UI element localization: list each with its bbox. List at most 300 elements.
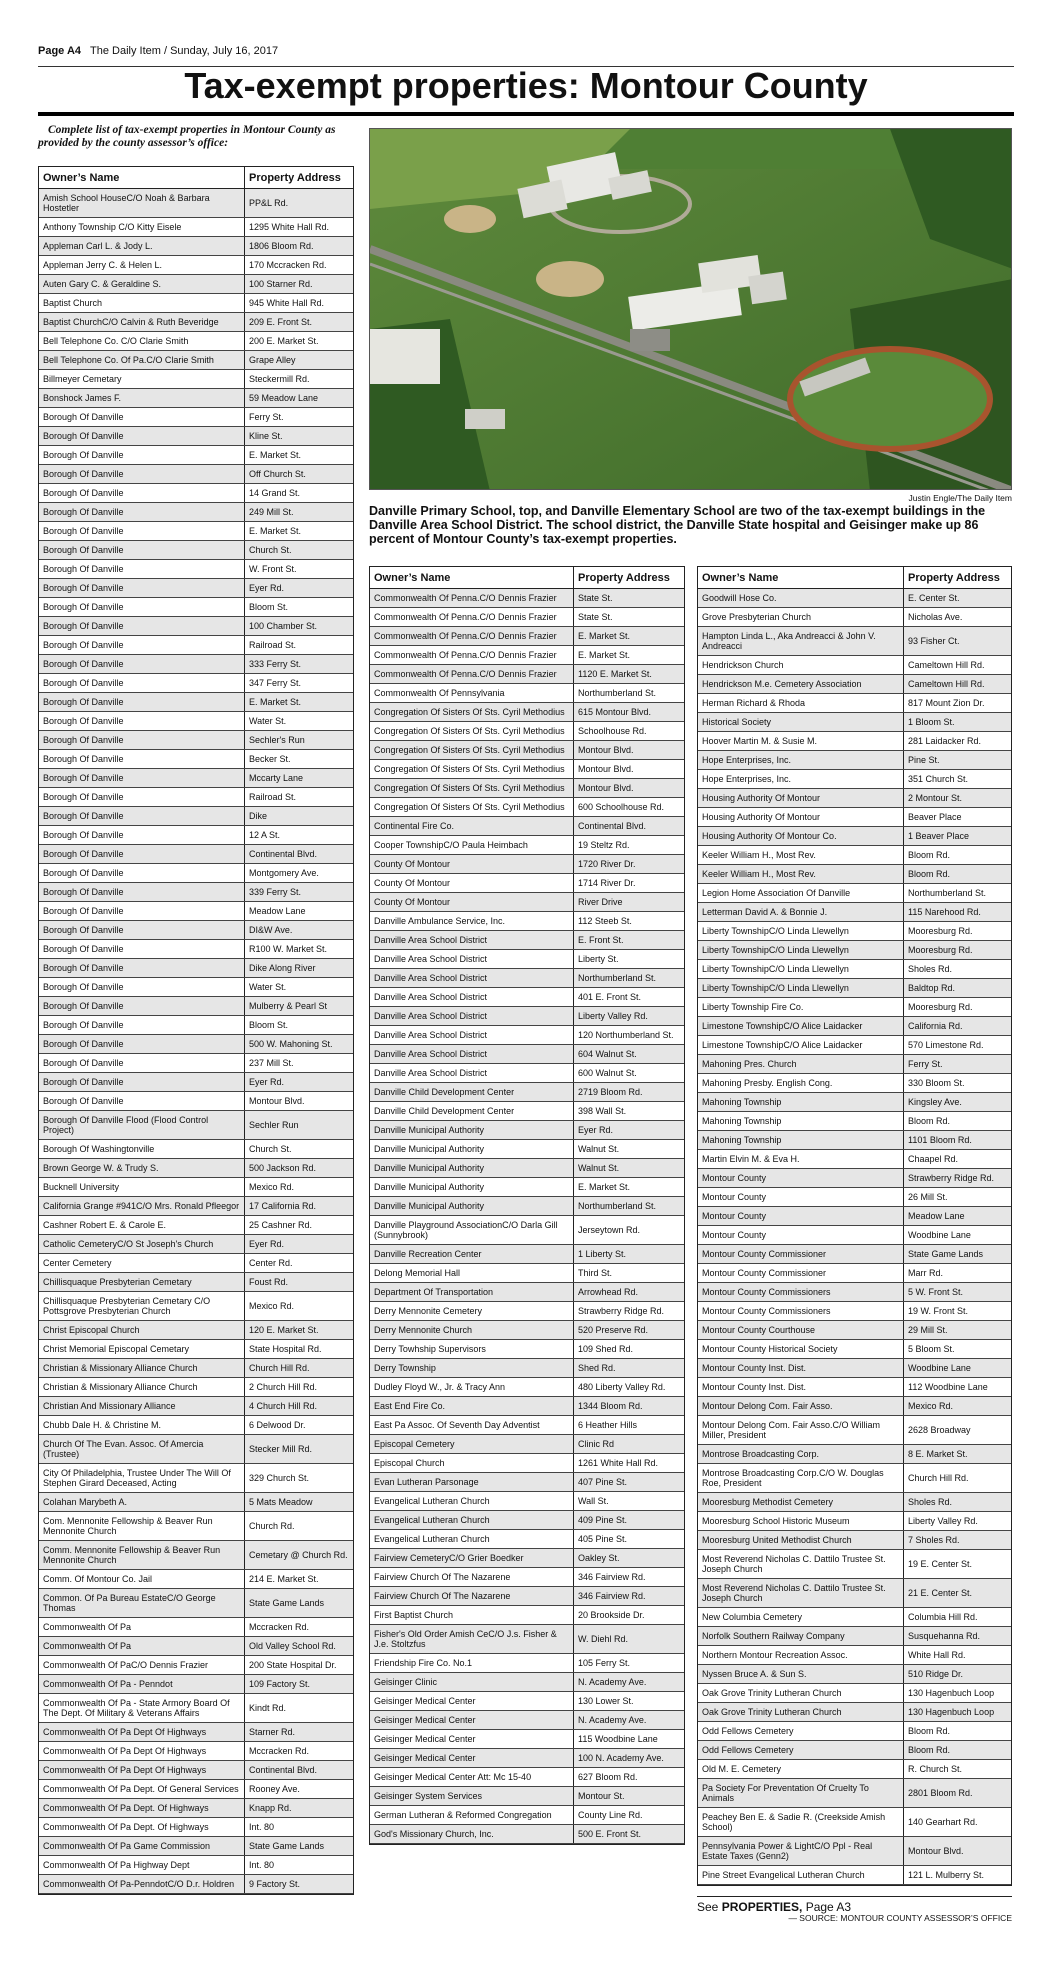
owner-name: Derry Mennonite Church <box>370 1321 574 1339</box>
property-address: E. Center St. <box>908 593 960 603</box>
owner-name: Common. Of Pa Bureau EstateC/O George Thomas <box>39 1589 245 1617</box>
property-address: Railroad St. <box>249 640 297 650</box>
property-address: State Hospital Rd. <box>249 1344 322 1354</box>
table-row <box>698 808 1011 827</box>
table-row <box>39 1359 353 1378</box>
owner-name: New Columbia Cemetery <box>698 1608 904 1626</box>
table-row <box>39 1397 353 1416</box>
table-row <box>39 370 353 389</box>
table-row <box>39 1875 353 1894</box>
owner-name: Borough Of Danville <box>39 750 245 768</box>
owner-name: Housing Authority Of Montour <box>698 789 904 807</box>
owner-name: Borough Of Danville <box>39 864 245 882</box>
owner-name: Borough Of Danville <box>39 446 245 464</box>
owner-name: Odd Fellows Cemetery <box>698 1741 904 1759</box>
property-address: Church Hill Rd. <box>249 1363 310 1373</box>
owner-name: Oak Grove Trinity Lutheran Church <box>698 1684 904 1702</box>
property-address: State St. <box>578 612 613 622</box>
property-address: 20 Brookside Dr. <box>578 1610 645 1620</box>
property-address: Schoolhouse Rd. <box>578 726 647 736</box>
property-address: 500 E. Front St. <box>578 1829 642 1839</box>
table-row <box>698 884 1011 903</box>
property-address: 6 Delwood Dr. <box>249 1420 306 1430</box>
table-row <box>39 351 353 370</box>
property-address: 1714 River Dr. <box>578 878 636 888</box>
see-prefix: See <box>697 1900 722 1914</box>
table-row <box>39 275 353 294</box>
property-address: 19 Steltz Rd. <box>578 840 630 850</box>
table-row <box>698 1283 1011 1302</box>
property-address: River Drive <box>578 897 623 907</box>
property-address: California Rd. <box>908 1021 963 1031</box>
property-table-3 <box>697 566 1012 1886</box>
owner-name: Legion Home Association Of Danville <box>698 884 904 902</box>
property-address: Eyer Rd. <box>578 1125 614 1135</box>
owner-name: Danville Area School District <box>370 988 574 1006</box>
owner-name: Commonwealth Of Pa Dept Of Highways <box>39 1723 245 1741</box>
table-row <box>39 560 353 579</box>
owner-name: Borough Of Danville <box>39 997 245 1015</box>
table-row <box>370 855 684 874</box>
property-address: Starner Rd. <box>249 1727 296 1737</box>
owner-name: Church Of The Evan. Assoc. Of Amercia (Trustee) <box>39 1435 245 1463</box>
property-address: 945 White Hall Rd. <box>249 298 325 308</box>
table-row <box>370 1692 684 1711</box>
owner-name: Montour County <box>698 1169 904 1187</box>
property-address: Church Rd. <box>249 1521 295 1531</box>
property-address: Rooney Ave. <box>249 1784 300 1794</box>
property-address: E. Market St. <box>249 450 302 460</box>
owner-name: Borough Of Danville <box>39 807 245 825</box>
table-row <box>370 1806 684 1825</box>
table-row <box>39 522 353 541</box>
owner-name: Peachey Ben E. & Sadie R. (Creekside Amish School) <box>698 1808 904 1836</box>
table-row <box>698 979 1011 998</box>
property-address: 510 Ridge Dr. <box>908 1669 964 1679</box>
table-row <box>39 1035 353 1054</box>
table-row <box>698 1760 1011 1779</box>
property-address: 26 Mill St. <box>908 1192 948 1202</box>
owner-name: Northern Montour Recreation Assoc. <box>698 1646 904 1664</box>
owner-name: Chubb Dale H. & Christine M. <box>39 1416 245 1434</box>
table-row <box>698 770 1011 789</box>
table-header <box>370 567 684 589</box>
table-row <box>39 1818 353 1837</box>
owner-name: Danville Child Development Center <box>370 1102 574 1120</box>
aerial-photo-illustration <box>370 129 1012 490</box>
table-row <box>370 1283 684 1302</box>
property-address: 200 E. Market St. <box>249 336 319 346</box>
property-address: 17 California Rd. <box>249 1201 317 1211</box>
owner-name: Pine Street Evangelical Lutheran Church <box>698 1866 904 1884</box>
owner-name: Geisinger System Services <box>370 1787 574 1805</box>
owner-name: Chillisquaque Presbyterian Cemetary C/O Pottsgrove Presbyterian Church <box>39 1292 245 1320</box>
owner-name: Montour County <box>698 1226 904 1244</box>
property-address: 407 Pine St. <box>578 1477 628 1487</box>
property-address: 480 Liberty Valley Rd. <box>578 1382 666 1392</box>
property-address: 346 Fairview Rd. <box>578 1591 646 1601</box>
property-address: State St. <box>578 593 613 603</box>
property-address: 500 W. Mahoning St. <box>249 1039 333 1049</box>
property-address: 1261 White Hall Rd. <box>578 1458 659 1468</box>
property-address: 1344 Bloom Rd. <box>578 1401 643 1411</box>
owner-name: County Of Montour <box>370 893 574 911</box>
property-address: Kingsley Ave. <box>908 1097 962 1107</box>
owner-name: Brown George W. & Trudy S. <box>39 1159 245 1177</box>
table-row <box>370 1245 684 1264</box>
property-address: 200 State Hospital Dr. <box>249 1660 337 1670</box>
owner-name: Commonwealth Of Penna.C/O Dennis Frazier <box>370 627 574 645</box>
table-row <box>370 722 684 741</box>
owner-name: Old M. E. Cemetery <box>698 1760 904 1778</box>
table-row <box>39 1656 353 1675</box>
owner-name: Danville Area School District <box>370 950 574 968</box>
owner-name: Commonwealth Of Pa-PenndotC/O D.r. Holdren <box>39 1875 245 1893</box>
owner-name: Pa Society For Preventation Of Cruelty To Animals <box>698 1779 904 1807</box>
table-row <box>698 1550 1011 1579</box>
property-address: Northumberland St. <box>578 1201 657 1211</box>
owner-name: County Of Montour <box>370 874 574 892</box>
table-row <box>698 1779 1011 1808</box>
property-address: 1 Bloom St. <box>908 717 955 727</box>
owner-name: Borough Of Danville <box>39 484 245 502</box>
owner-name: Christian & Missionary Alliance Church <box>39 1359 245 1377</box>
table-row <box>698 656 1011 675</box>
property-address: Bloom St. <box>249 1020 289 1030</box>
property-address: 105 Ferry St. <box>578 1658 631 1668</box>
owner-name: Christ Memorial Episcopal Cemetary <box>39 1340 245 1358</box>
owner-name: Liberty TownshipC/O Linda Llewellyn <box>698 960 904 978</box>
table-row <box>39 1637 353 1656</box>
owner-name: Borough Of Danville <box>39 921 245 939</box>
table-row <box>39 1675 353 1694</box>
property-address: Dike <box>249 811 268 821</box>
owner-name: God's Missionary Church, Inc. <box>370 1825 574 1843</box>
table-row <box>698 1741 1011 1760</box>
table-row <box>39 1723 353 1742</box>
property-address: 2 Church Hill Rd. <box>249 1382 318 1392</box>
property-address: Ferry St. <box>249 412 284 422</box>
property-address: Mexico Rd. <box>249 1182 295 1192</box>
property-address: 339 Ferry St. <box>249 887 302 897</box>
table-row <box>698 1397 1011 1416</box>
table-row <box>698 1359 1011 1378</box>
property-address: 121 L. Mulberry St. <box>908 1870 985 1880</box>
property-address: Mccracken Rd. <box>249 1746 310 1756</box>
property-address: Continental Blvd. <box>578 821 647 831</box>
property-address: Foust Rd. <box>249 1277 289 1287</box>
table-row <box>39 1512 353 1541</box>
table-row <box>698 1531 1011 1550</box>
property-address: Northumberland St. <box>578 973 657 983</box>
property-address: Eyer Rd. <box>249 1077 285 1087</box>
owner-name: Congregation Of Sisters Of Sts. Cyril Methodius <box>370 798 574 816</box>
owner-name: Borough Of Danville <box>39 845 245 863</box>
property-address: 115 Narehood Rd. <box>908 907 981 917</box>
table-row <box>370 969 684 988</box>
property-address: 19 W. Front St. <box>908 1306 969 1316</box>
see-reference <box>697 1896 1012 1914</box>
aerial-photo <box>369 128 1012 490</box>
owner-name: Montour County <box>698 1207 904 1225</box>
table-row <box>370 1121 684 1140</box>
owner-name: Center Cemetery <box>39 1254 245 1272</box>
owner-name: Geisinger Medical Center Att: Mc 15-40 <box>370 1768 574 1786</box>
property-address: R100 W. Market St. <box>249 944 328 954</box>
property-address: Pine St. <box>908 755 940 765</box>
table-row <box>698 941 1011 960</box>
owner-name: Hope Enterprises, Inc. <box>698 770 904 788</box>
property-address: 2 Montour St. <box>908 793 963 803</box>
owner-name: Borough Of Danville <box>39 408 245 426</box>
headline-rule <box>38 112 1014 116</box>
table-row <box>698 1321 1011 1340</box>
property-address: Continental Blvd. <box>249 849 318 859</box>
property-address: 7 Sholes Rd. <box>908 1535 960 1545</box>
property-address: Bloom Rd. <box>908 1116 951 1126</box>
owner-name: Christ Episcopal Church <box>39 1321 245 1339</box>
table-row <box>39 579 353 598</box>
table-row <box>39 845 353 864</box>
property-address: Old Valley School Rd. <box>249 1641 336 1651</box>
table-row <box>39 1761 353 1780</box>
owner-name: Danville Municipal Authority <box>370 1121 574 1139</box>
table-row <box>370 760 684 779</box>
property-address: Mooresburg Rd. <box>908 945 973 955</box>
table-row <box>698 1627 1011 1646</box>
owner-name: Mahoning Presby. English Cong. <box>698 1074 904 1092</box>
property-address: Beaver Place <box>908 812 962 822</box>
table-row <box>39 1464 353 1493</box>
property-address: 329 Church St. <box>249 1473 310 1483</box>
owner-name: County Of Montour <box>370 855 574 873</box>
owner-name: Commonwealth Of Pa Dept Of Highways <box>39 1742 245 1760</box>
property-address: 21 E. Center St. <box>908 1588 973 1598</box>
owner-name: Borough Of Danville <box>39 788 245 806</box>
table-row <box>39 1292 353 1321</box>
property-address: Montour Blvd. <box>908 1846 964 1856</box>
table-row <box>39 731 353 750</box>
property-address: Meadow Lane <box>908 1211 965 1221</box>
owner-name: Cooper TownshipC/O Paula Heimbach <box>370 836 574 854</box>
paper-dateline: The Daily Item / Sunday, July 16, 2017 <box>90 45 279 57</box>
property-address: 1101 Bloom Rd. <box>908 1135 972 1145</box>
owner-name: Mooresburg School Historic Museum <box>698 1512 904 1530</box>
table-row <box>370 779 684 798</box>
table-row <box>39 313 353 332</box>
owner-name: Appleman Jerry C. & Helen L. <box>39 256 245 274</box>
table-row <box>698 1808 1011 1837</box>
property-address: N. Academy Ave. <box>578 1715 647 1725</box>
property-address: Montour Blvd. <box>578 764 634 774</box>
table-row <box>370 836 684 855</box>
property-address: 109 Shed Rd. <box>578 1344 634 1354</box>
owner-name: Limestone TownshipC/O Alice Laidacker <box>698 1036 904 1054</box>
owner-name: Martin Elvin M. & Eva H. <box>698 1150 904 1168</box>
owner-name: Historical Society <box>698 713 904 731</box>
owner-name: Commonwealth Of Pa <box>39 1637 245 1655</box>
table-row <box>370 874 684 893</box>
table-row <box>698 960 1011 979</box>
table-row <box>370 1026 684 1045</box>
property-address: 140 Gearhart Rd. <box>908 1817 978 1827</box>
property-address: Clinic Rd <box>578 1439 615 1449</box>
table-row <box>698 1131 1011 1150</box>
property-address: Mulberry & Pearl St <box>249 1001 328 1011</box>
table-row <box>39 1416 353 1435</box>
owner-name: Mahoning Township <box>698 1112 904 1130</box>
property-address: Eyer Rd. <box>249 583 285 593</box>
table-row <box>370 1359 684 1378</box>
owner-name: Evan Lutheran Parsonage <box>370 1473 574 1491</box>
property-address: Bloom Rd. <box>908 869 951 879</box>
property-address: E. Market St. <box>578 1182 631 1192</box>
owner-name: Evangelical Lutheran Church <box>370 1492 574 1510</box>
owner-name: Montour County Inst. Dist. <box>698 1378 904 1396</box>
property-address: 130 Hagenbuch Loop <box>908 1688 995 1698</box>
owner-name: Christian And Missionary Alliance <box>39 1397 245 1415</box>
owner-name: Bonshock James F. <box>39 389 245 407</box>
owner-name: Danville Area School District <box>370 1064 574 1082</box>
property-address: Strawberry Ridge Rd. <box>578 1306 665 1316</box>
property-address: Eyer Rd. <box>249 1239 285 1249</box>
owner-name: Episcopal Cemetery <box>370 1435 574 1453</box>
owner-name: Derry Township <box>370 1359 574 1377</box>
property-address: Montgomery Ave. <box>249 868 319 878</box>
property-address: Kline St. <box>249 431 283 441</box>
owner-name: Commonwealth Of Pa - State Armory Board Of The Dept. Of Military & Veterans Affairs <box>39 1694 245 1722</box>
table-row <box>370 1730 684 1749</box>
property-address: 281 Laidacker Rd. <box>908 736 982 746</box>
owner-name: Bell Telephone Co. C/O Clarie Smith <box>39 332 245 350</box>
headline: Tax-exempt properties: Montour County <box>184 65 868 106</box>
table-row <box>698 694 1011 713</box>
property-address: 1295 White Hall Rd. <box>249 222 330 232</box>
owner-name: Bucknell University <box>39 1178 245 1196</box>
table-row <box>698 1866 1011 1885</box>
table-row <box>698 1579 1011 1608</box>
table-header <box>698 567 1011 589</box>
owner-name: Fairview Church Of The Nazarene <box>370 1587 574 1605</box>
table-row <box>39 189 353 218</box>
property-address: 405 Pine St. <box>578 1534 628 1544</box>
owner-name: Geisinger Clinic <box>370 1673 574 1691</box>
table-row <box>39 237 353 256</box>
table-row <box>39 1589 353 1618</box>
property-address: 14 Grand St. <box>249 488 301 498</box>
property-address: 29 Mill St. <box>908 1325 948 1335</box>
owner-name: Montrose Broadcasting Corp.C/O W. Douglas Roe, President <box>698 1464 904 1492</box>
table-row <box>370 1492 684 1511</box>
owner-name: Danville Ambulance Service, Inc. <box>370 912 574 930</box>
table-row <box>370 684 684 703</box>
owner-name: Chillisquaque Presbyterian Cemetary <box>39 1273 245 1291</box>
table-row <box>39 826 353 845</box>
table-row <box>370 931 684 950</box>
table-row <box>698 922 1011 941</box>
owner-name: Borough Of Danville <box>39 1016 245 1034</box>
property-address: 570 Limestone Rd. <box>908 1040 984 1050</box>
property-address: Water St. <box>249 716 287 726</box>
table-row <box>698 1207 1011 1226</box>
table-row <box>370 608 684 627</box>
owner-name: Housing Authority Of Montour <box>698 808 904 826</box>
owner-name: Keeler William H., Most Rev. <box>698 846 904 864</box>
property-address: 170 Mccracken Rd. <box>249 260 327 270</box>
owner-name: Goodwill Hose Co. <box>698 589 904 607</box>
table-row <box>39 636 353 655</box>
table-row <box>370 950 684 969</box>
table-row <box>39 655 353 674</box>
owner-name: Borough Of Danville <box>39 959 245 977</box>
property-address: Knapp Rd. <box>249 1803 292 1813</box>
property-address: 5 Mats Meadow <box>249 1497 313 1507</box>
table-row <box>370 1416 684 1435</box>
owner-name: Liberty TownshipC/O Linda Llewellyn <box>698 941 904 959</box>
property-address: Stecker Mill Rd. <box>249 1444 313 1454</box>
table-row <box>370 1321 684 1340</box>
owner-name: Danville Municipal Authority <box>370 1140 574 1158</box>
owner-name: Anthony Township C/O Kitty Eisele <box>39 218 245 236</box>
owner-name: Hendrickson M.e. Cemetery Association <box>698 675 904 693</box>
property-address: Northumberland St. <box>908 888 987 898</box>
property-address: 1 Beaver Place <box>908 831 970 841</box>
owner-name: Cashner Robert E. & Carole E. <box>39 1216 245 1234</box>
property-address: Sechler Run <box>249 1120 299 1130</box>
table-row <box>39 1435 353 1464</box>
property-address: 130 Lower St. <box>578 1696 634 1706</box>
owner-name: Borough Of Danville <box>39 769 245 787</box>
owner-name: Montour Delong Com. Fair Asso. <box>698 1397 904 1415</box>
table-row <box>39 769 353 788</box>
owner-name: Geisinger Medical Center <box>370 1711 574 1729</box>
owner-name: Borough Of Danville <box>39 674 245 692</box>
property-address: Walnut St. <box>578 1163 620 1173</box>
table-row <box>370 1749 684 1768</box>
owner-name: Montour Delong Com. Fair Asso.C/O William Miller, President <box>698 1416 904 1444</box>
property-address: 120 E. Market St. <box>249 1325 319 1335</box>
owner-header: Owner’s Name <box>39 167 245 188</box>
property-address: Bloom Rd. <box>908 1745 951 1755</box>
table-row <box>698 789 1011 808</box>
owner-name: Borough Of Danville <box>39 598 245 616</box>
property-address: 109 Factory St. <box>249 1679 311 1689</box>
table-row <box>698 751 1011 770</box>
owner-name: Borough Of Danville <box>39 560 245 578</box>
property-address: Columbia Hill Rd. <box>908 1612 978 1622</box>
owner-name: Christian & Missionary Alliance Church <box>39 1378 245 1396</box>
owner-name: Borough Of Danville <box>39 978 245 996</box>
owner-name: Baptist Church <box>39 294 245 312</box>
property-address: 237 Mill St. <box>249 1058 294 1068</box>
owner-name: First Baptist Church <box>370 1606 574 1624</box>
table-row <box>370 1045 684 1064</box>
property-address: Liberty St. <box>578 954 619 964</box>
owner-name: Congregation Of Sisters Of Sts. Cyril Methodius <box>370 703 574 721</box>
property-address: 627 Bloom Rd. <box>578 1772 638 1782</box>
property-address: Sholes Rd. <box>908 964 953 974</box>
table-row <box>698 865 1011 884</box>
table-row <box>39 1799 353 1818</box>
property-address: Mccracken Rd. <box>249 1622 310 1632</box>
table-row <box>698 1665 1011 1684</box>
owner-name: Commonwealth Of Pa Game Commission <box>39 1837 245 1855</box>
table-row <box>39 1856 353 1875</box>
property-address: E. Market St. <box>249 526 302 536</box>
source-line: — SOURCE: MONTOUR COUNTY ASSESSOR’S OFFICE <box>788 1913 1012 1923</box>
property-address: Strawberry Ridge Rd. <box>908 1173 995 1183</box>
owner-name: Nyssen Bruce A. & Sun S. <box>698 1665 904 1683</box>
